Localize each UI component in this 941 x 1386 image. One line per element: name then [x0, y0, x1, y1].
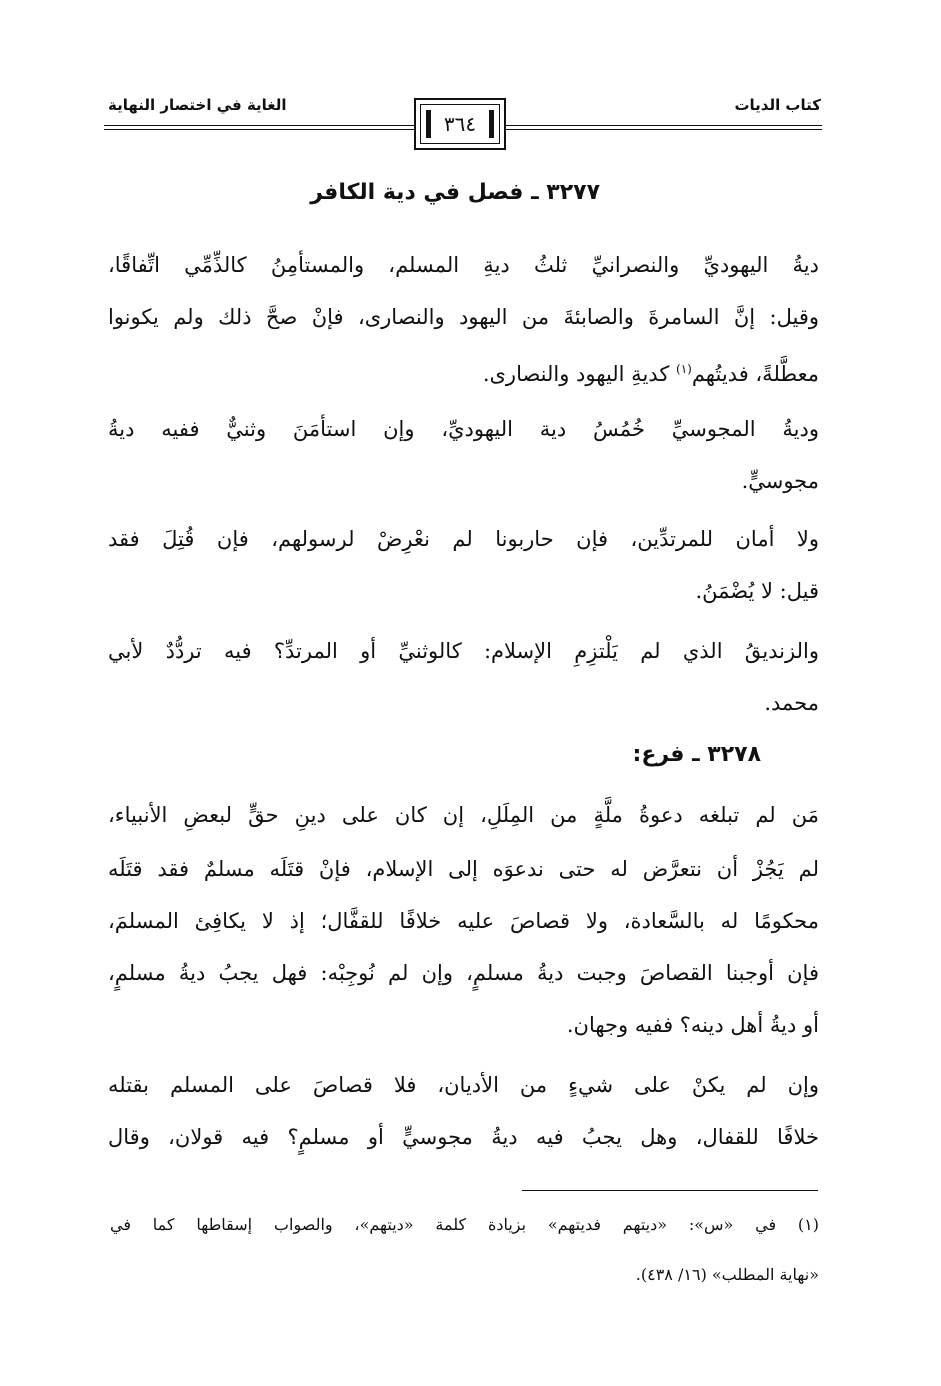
section-heading: ٣٢٧٨ ـ فرع:	[632, 742, 761, 767]
text-line: مَن لم تبلغه دعوةُ ملَّةٍ من المِلَلِ، إن كان على دينِ حقٍّ لبعضِ الأنبياء،	[108, 803, 819, 827]
text-segment: كديةِ اليهود والنصارى.	[482, 362, 676, 386]
text-line: وقيل: إنَّ السامرةَ والصابئةَ من اليهود والنصارى، فإنْ صحَّ ذلك ولم يكونوا	[108, 305, 819, 329]
text-line: محكومًا له بالسَّعادة، ولا قصاصَ عليه خلافًا للقفَّال؛ إذ لا يكافِئ المسلمَ،	[108, 909, 819, 933]
running-header-chapter: كتاب الديات	[734, 96, 821, 114]
page-number-frame	[414, 98, 506, 150]
footnote-reference: (١)	[676, 362, 692, 376]
text-segment: معطَّلةً، فديتُهم	[691, 362, 819, 386]
running-header-book-title: الغاية في اختصار النهاية	[108, 96, 287, 114]
text-line: والزنديقُ الذي لم يَلْتزِمِ الإسلام: كالوثنيِّ أو المرتدِّ؟ فيه تردُّدٌ لأبي	[108, 639, 819, 663]
text-line: لم يَجُزْ أن نتعرَّض له حتى ندعوَه إلى الإسلام، فإنْ قتَلَه مسلمٌ فقد قتَلَه	[108, 857, 819, 881]
text-line: وإن لم يكنْ على شيءٍ من الأديان، فلا قصاصَ على المسلم بقتله	[108, 1073, 819, 1097]
footnote-line: (١) في «س»: «ديتهم فديتهم» بزيادة كلمة «ديتهم»، والصواب إسقاطها كما في	[110, 1215, 819, 1234]
text-line: مجوسيٍّ.	[741, 469, 819, 493]
text-line: وديةُ المجوسيِّ خُمُسُ دية اليهوديِّ، وإن استأمَنَ وثنيٌّ ففيه ديةُ	[108, 417, 819, 441]
text-line: فإن أوجبنا القصاصَ وجبت ديةُ مسلمٍ، وإن لم نُوجِبْه: فهل يجبُ ديةُ مسلمٍ،	[108, 961, 819, 985]
text-line	[483, 354, 819, 389]
text-line: ولا أمان للمرتدِّين، فإن حاربونا لم نعْرِضْ لرسولهم، فإن قُتِلَ فقد	[108, 527, 819, 551]
text-line: خلافًا للقفال، وهل يجبُ فيه ديةُ مجوسيٍّ أو مسلمٍ؟ فيه قولان، وقال	[108, 1125, 819, 1149]
text-line: قيل: لا يُضْمَنُ.	[695, 579, 819, 603]
footnote-separator	[522, 1190, 818, 1191]
text-line: ديةُ اليهوديِّ والنصرانيِّ ثلثُ ديةِ المسلم، والمستأمِنُ كالذِّمِّي اتِّفاقًا،	[108, 253, 819, 277]
footnote-line: «نهاية المطلب» (١٦/ ٤٣٨).	[635, 1265, 819, 1284]
text-line: أو ديةُ أهل دينه؟ ففيه وجهان.	[566, 1013, 819, 1037]
text-line: محمد.	[764, 691, 819, 715]
section-heading: ٣٢٧٧ ـ فصل في دية الكافر	[310, 180, 600, 205]
page-number: ٣٦٤	[443, 112, 477, 136]
